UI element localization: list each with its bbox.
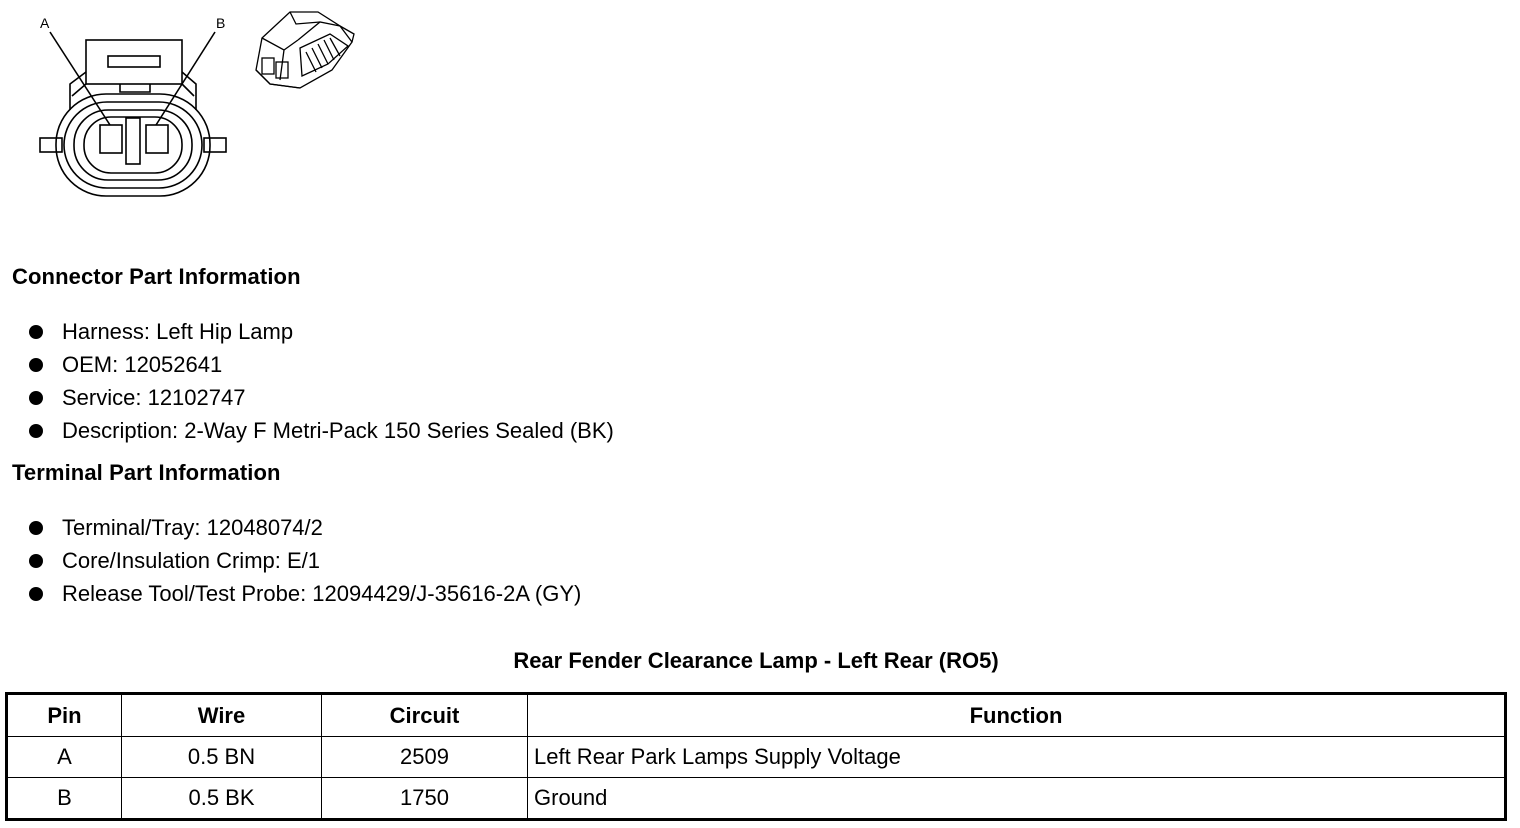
list-item: Core/Insulation Crimp: E/1 <box>26 544 581 577</box>
list-item: Description: 2-Way F Metri-Pack 150 Series Sealed (BK) <box>26 414 614 447</box>
cell-wire: 0.5 BK <box>122 778 322 820</box>
pin-label-b: B <box>216 15 226 31</box>
header-pin: Pin <box>7 694 122 737</box>
connector-3d-view <box>256 12 354 88</box>
header-wire: Wire <box>122 694 322 737</box>
connector-diagram <box>0 0 380 210</box>
table-row <box>7 737 1506 778</box>
table-row <box>7 778 1506 820</box>
connector-lock-tab <box>86 40 182 84</box>
table-title: Rear Fender Clearance Lamp - Left Rear (RO5) <box>513 648 999 673</box>
pin-label-a: A <box>40 15 50 31</box>
list-item: OEM: 12052641 <box>26 348 614 381</box>
connector-part-info-heading: Connector Part Information <box>12 264 301 289</box>
cell-circuit: 2509 <box>322 737 528 778</box>
list-item: Terminal/Tray: 12048074/2 <box>26 511 581 544</box>
list-item: Harness: Left Hip Lamp <box>26 315 614 348</box>
terminal-cavity-b <box>146 125 168 153</box>
connector-key <box>126 118 140 164</box>
header-function: Function <box>528 694 1506 737</box>
header-circuit: Circuit <box>322 694 528 737</box>
pinout-table <box>5 692 1507 821</box>
cell-circuit: 1750 <box>322 778 528 820</box>
connector-ear-left <box>40 138 62 152</box>
terminal-part-info-list <box>26 511 581 610</box>
connector-ear-right <box>204 138 226 152</box>
cell-wire: 0.5 BN <box>122 737 322 778</box>
cell-function: Left Rear Park Lamps Supply Voltage <box>528 737 1506 778</box>
list-item: Service: 12102747 <box>26 381 614 414</box>
table-header-row <box>7 694 1506 737</box>
list-item: Release Tool/Test Probe: 12094429/J-35616-2A (GY) <box>26 577 581 610</box>
connector-part-info-list <box>26 315 614 447</box>
cell-function: Ground <box>528 778 1506 820</box>
cell-pin: A <box>7 737 122 778</box>
terminal-cavity-a <box>100 125 122 153</box>
terminal-part-info-heading: Terminal Part Information <box>12 460 281 485</box>
cell-pin: B <box>7 778 122 820</box>
